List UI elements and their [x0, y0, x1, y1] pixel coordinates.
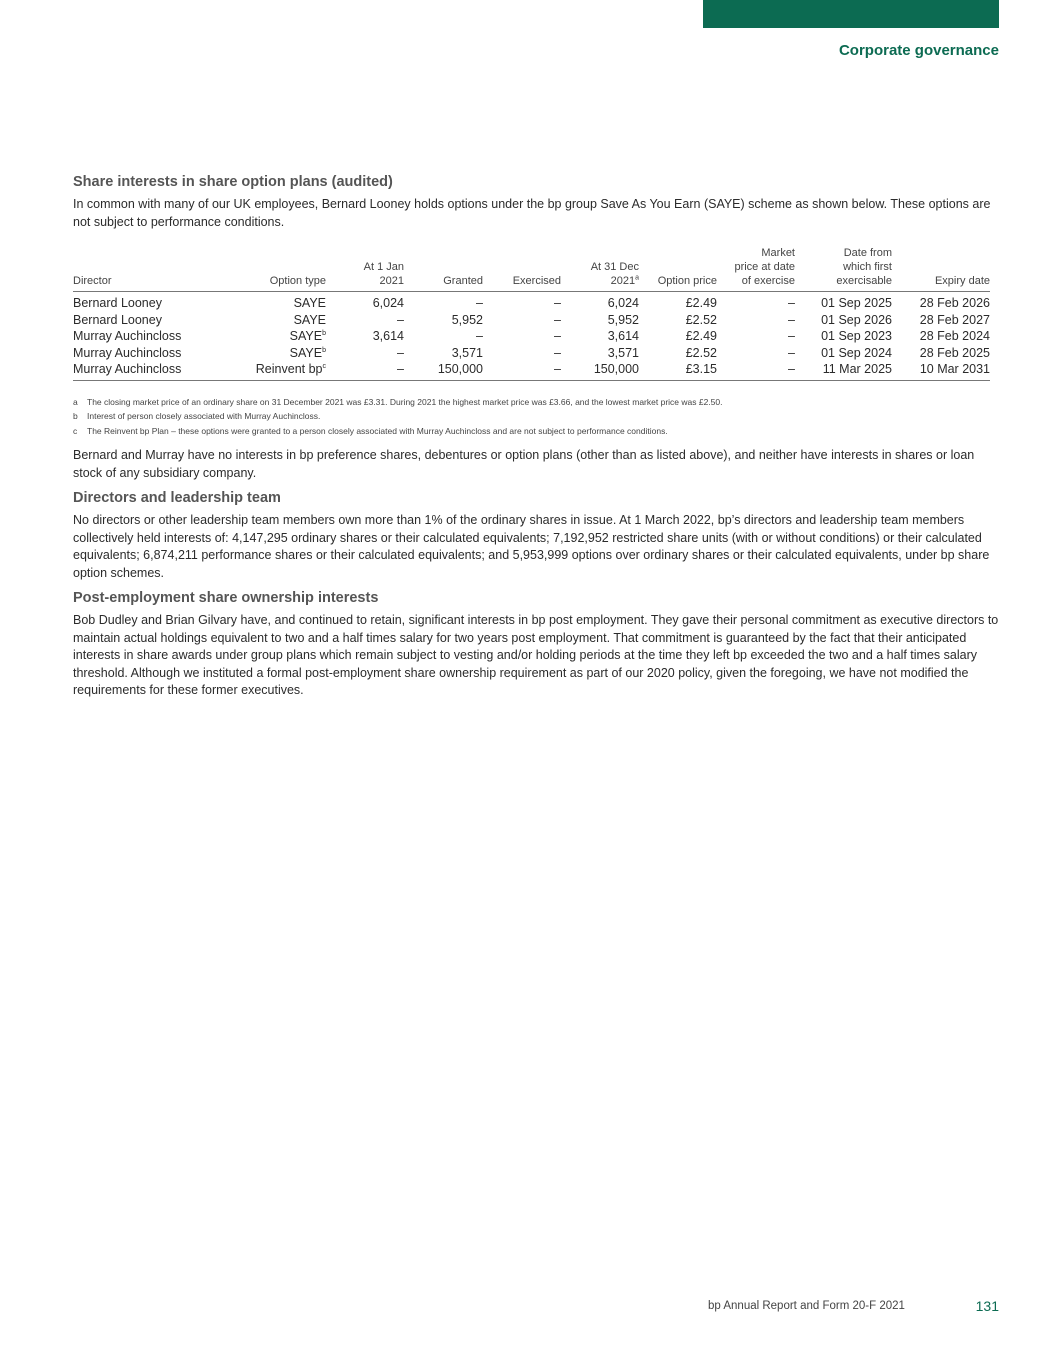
post-employment-heading: Post-employment share ownership interests [73, 590, 379, 606]
post-employment-text: Bob Dudley and Brian Gilvary have, and continued to retain, significant interests in bp post employment. They gave their personal commitment as executive directors to maintain actual holdings equivalent to two and a half times salary for two years post employment. That commitment is guaranteed by the fact that their anticipated interests in share awards under group plans which remain subject to vesting and/or holding periods at the time they left bp exceeded the two and a half times salary threshold. Although we instituted a formal post-employment share ownership requirement as part of our 2020 policy, given the foregoing, we have not modified the requirements for these former executives. [73, 613, 999, 697]
table-row: Bernard Looney SAYE – 5,952 – 5,952 £2.52 – 01 Sep 2026 28 Feb 2027 [73, 312, 990, 327]
table-row: Murray Auchincloss SAYE$^b$ – 3,571 – 3,571 £2.52 – 01 Sep 2024 28 Feb 2025 [73, 345, 990, 360]
table-row: Bernard Looney SAYE 6,024 – – 6,024 £2.49 – 01 Sep 2025 28 Feb 2026 [73, 296, 990, 310]
share-options-intro: In common with many of our UK employees, Bernard Looney holds options under the bp group Save As You Earn (SAYE) scheme as shown below. These options are not subject to performance conditions. [73, 197, 991, 229]
table-row: Murray Auchincloss Reinvent $bp^c$ – 150,000 – 150,000 £3.15 – 11 Mar 2025 10 Mar 2031 [73, 361, 990, 380]
footnote-a: a The closing market price of an ordinary share on 31 December 2021 was £3.31. During 2021 the highest market price was £3.66, and the lowest market price was £2.50. [73, 396, 723, 407]
table-row: Murray Auchincloss SAYE$^b$ 3,614 – – 3,614 £2.49 – 01 Sep 2023 28 Feb 2024 [73, 329, 990, 343]
col-market-price: Market price at date of exercise [717, 246, 795, 292]
directors-team-heading: Directors and leadership team [73, 490, 281, 506]
brand-color-bar [703, 0, 999, 28]
section-title: Corporate governance [838, 42, 999, 59]
table-footnotes [73, 395, 999, 439]
directors-team-text: No directors or other leadership team members own more than 1% of the ordinary shares in issue. At 1 March 2022, bp’s directors and leadership team members collectively held interests of: 4,147,295 ordinary shares or their calculated equivalents; 7,192,952 restricted share units (with or without conditions) or their calculated equivalents; 6,874,211 performance shares or their calculated equivalents; and 5,953,999 options over ordinary shares or their calculated equivalents, under bp share option schemes. [73, 513, 990, 580]
col-at-1-jan: At 1 Jan 2021 [326, 246, 404, 292]
col-option-type: Option type [228, 246, 326, 292]
footnote-b: b Interest of person closely associated with Murray Auchincloss. [73, 411, 321, 421]
share-options-heading: Share interests in share option plans (audited) [73, 174, 393, 190]
footer-publication: bp Annual Report and Form 20-F 2021 [708, 1300, 905, 1312]
col-director: Director [73, 246, 228, 292]
col-expiry-date: Expiry date [892, 246, 990, 292]
footnote-c: c The Reinvent bp Plan – these options were granted to a person closely associated with Murray Auchincloss and are not subject to performance conditions. [73, 425, 668, 436]
table-header-row [73, 246, 990, 292]
col-date-from: Date from which first exercisable [795, 246, 892, 292]
col-option-price: Option price [639, 246, 717, 292]
share-options-table [73, 246, 990, 381]
col-at-31-dec: At 31 Dec 2021$^a$ [561, 246, 639, 292]
col-granted: Granted [404, 246, 483, 292]
col-exercised: Exercised [483, 246, 561, 292]
page-number: 131 [975, 1298, 999, 1314]
no-other-interests-text: Bernard and Murray have no interests in bp preference shares, debentures or option plans (other than as listed above), and neither have interests in shares or loan stock of any subsidiary company. [73, 448, 975, 480]
main-content [73, 172, 999, 706]
